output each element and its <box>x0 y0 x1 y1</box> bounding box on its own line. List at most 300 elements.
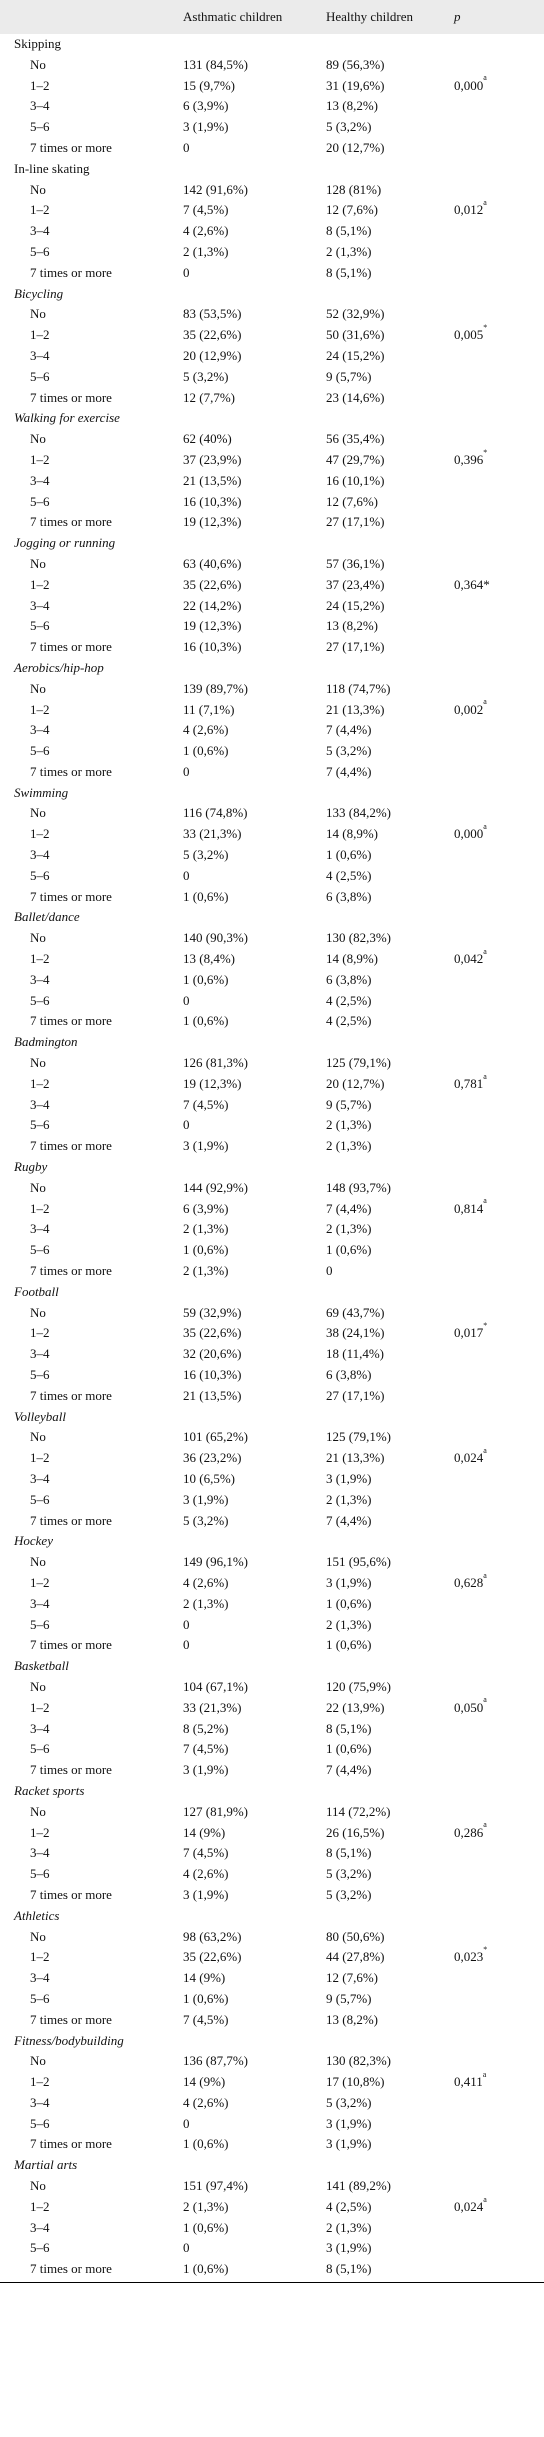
group-header-row <box>0 1157 544 1178</box>
table-row <box>0 1989 544 2010</box>
row-label: 3–4 <box>30 98 50 114</box>
group-name: Walking for exercise <box>14 410 120 426</box>
table-row <box>0 1635 544 1656</box>
asthmatic-cell: 1 (0,6%) <box>183 2136 229 2152</box>
healthy-cell: 118 (74,7%) <box>326 680 391 696</box>
asthmatic-cell: 15 (9,7%) <box>183 77 235 93</box>
group-header-row <box>0 1407 544 1428</box>
table-row <box>0 762 544 783</box>
table-row <box>0 1219 544 1240</box>
healthy-cell: 3 (1,9%) <box>326 1574 372 1590</box>
row-label: 3–4 <box>30 1096 50 1112</box>
healthy-cell: 16 (10,1%) <box>326 472 385 488</box>
row-label: 3–4 <box>30 847 50 863</box>
group-header-row <box>0 159 544 180</box>
header-asthmatic: Asthmatic children <box>183 9 283 24</box>
asthmatic-cell: 14 (9%) <box>183 1824 226 1840</box>
healthy-cell: 120 (75,9%) <box>326 1678 391 1694</box>
asthmatic-cell: 21 (13,5%) <box>183 472 242 488</box>
asthmatic-cell: 16 (10,3%) <box>183 639 242 655</box>
asthmatic-cell: 1 (0,6%) <box>183 888 229 904</box>
asthmatic-cell: 13 (8,4%) <box>183 951 235 967</box>
healthy-cell: 3 (1,9%) <box>326 2136 372 2152</box>
row-label: 1–2 <box>30 77 50 93</box>
group-name: Basketball <box>14 1658 69 1674</box>
table-row <box>0 845 544 866</box>
table-row <box>0 180 544 201</box>
healthy-cell: 148 (93,7%) <box>326 1179 391 1195</box>
healthy-cell: 128 (81%) <box>326 181 382 197</box>
p-value <box>454 575 490 596</box>
asthmatic-cell: 5 (3,2%) <box>183 1512 229 1528</box>
table-row <box>0 1615 544 1636</box>
table-row <box>0 1570 544 1594</box>
row-label: 7 times or more <box>30 139 112 155</box>
healthy-cell: 2 (1,3%) <box>326 1221 372 1237</box>
table-row <box>0 821 544 845</box>
row-label: 3–4 <box>30 1720 50 1736</box>
p-value-footnote-mark: a <box>483 1071 487 1081</box>
row-label: No <box>30 56 46 72</box>
asthmatic-cell: 0 <box>183 1616 190 1632</box>
asthmatic-cell: 4 (2,6%) <box>183 2094 229 2110</box>
row-label: 1–2 <box>30 1949 50 1965</box>
table-row <box>0 447 544 471</box>
healthy-cell: 125 (79,1%) <box>326 1055 391 1071</box>
asthmatic-cell: 0 <box>183 1117 190 1133</box>
p-value-footnote-mark: a <box>483 198 487 208</box>
p-value-text: 0,000 <box>454 77 484 93</box>
asthmatic-cell: 35 (22,6%) <box>183 327 242 343</box>
healthy-cell: 4 (2,5%) <box>326 2198 372 2214</box>
p-value <box>454 1071 487 1095</box>
asthmatic-cell: 7 (4,5%) <box>183 1741 229 1757</box>
asthmatic-cell: 16 (10,3%) <box>183 493 242 509</box>
row-label: 3–4 <box>30 1221 50 1237</box>
healthy-cell: 8 (5,1%) <box>326 1720 372 1736</box>
asthmatic-cell: 19 (12,3%) <box>183 514 242 530</box>
healthy-cell: 13 (8,2%) <box>326 98 378 114</box>
asthmatic-cell: 2 (1,3%) <box>183 1263 229 1279</box>
asthmatic-cell: 7 (4,5%) <box>183 2011 229 2027</box>
table-row <box>0 1115 544 1136</box>
p-value <box>454 447 488 471</box>
row-label: 7 times or more <box>30 639 112 655</box>
table-row <box>0 1820 544 1844</box>
row-label: 7 times or more <box>30 1138 112 1154</box>
group-header-row <box>0 907 544 928</box>
asthmatic-cell: 20 (12,9%) <box>183 347 242 363</box>
asthmatic-cell: 3 (1,9%) <box>183 1138 229 1154</box>
asthmatic-cell: 1 (0,6%) <box>183 1242 229 1258</box>
group-header-row <box>0 1531 544 1552</box>
p-value <box>454 1570 487 1594</box>
healthy-cell: 2 (1,3%) <box>326 2219 372 2235</box>
healthy-cell: 1 (0,6%) <box>326 847 372 863</box>
p-value-footnote-mark: a <box>483 946 487 956</box>
row-label: 1–2 <box>30 701 50 717</box>
row-label: 5–6 <box>30 867 50 883</box>
healthy-cell: 5 (3,2%) <box>326 1886 372 1902</box>
row-label: 1–2 <box>30 951 50 967</box>
asthmatic-cell: 8 (5,2%) <box>183 1720 229 1736</box>
asthmatic-cell: 5 (3,2%) <box>183 847 229 863</box>
p-value-footnote-mark: a <box>483 1820 487 1830</box>
group-name: Jogging or running <box>14 535 116 551</box>
row-label: No <box>30 555 46 571</box>
table-row <box>0 1071 544 1095</box>
p-value-footnote-mark: * <box>483 322 488 332</box>
group-header-row <box>0 1781 544 1802</box>
healthy-cell: 12 (7,6%) <box>326 493 378 509</box>
p-value-text: 0,042 <box>454 951 484 967</box>
asthmatic-cell: 116 (74,8%) <box>183 805 248 821</box>
p-value-footnote-mark: a <box>483 1570 487 1580</box>
group-name: Rugby <box>14 1159 48 1175</box>
row-label: 7 times or more <box>30 763 112 779</box>
healthy-cell: 8 (5,1%) <box>326 2261 372 2277</box>
table-row <box>0 138 544 159</box>
table-row <box>0 2093 544 2114</box>
row-label: 1–2 <box>30 327 50 343</box>
table-row <box>0 928 544 949</box>
healthy-cell: 5 (3,2%) <box>326 743 372 759</box>
healthy-cell: 7 (4,4%) <box>326 722 372 738</box>
p-value <box>454 1323 487 1344</box>
healthy-cell: 2 (1,3%) <box>326 1491 372 1507</box>
p-value <box>454 1944 488 1968</box>
row-label: No <box>30 181 46 197</box>
asthmatic-cell: 2 (1,3%) <box>183 1595 229 1611</box>
table-row <box>0 242 544 263</box>
asthmatic-cell: 1 (0,6%) <box>183 743 229 759</box>
row-label: 5–6 <box>30 743 50 759</box>
healthy-cell: 8 (5,1%) <box>326 264 372 280</box>
healthy-cell: 9 (5,7%) <box>326 1096 372 1112</box>
asthmatic-cell: 62 (40%) <box>183 431 232 447</box>
asthmatic-cell: 104 (67,1%) <box>183 1678 248 1694</box>
p-value <box>454 1196 487 1220</box>
row-label: No <box>30 1803 46 1819</box>
asthmatic-cell: 33 (21,3%) <box>183 826 242 842</box>
healthy-cell: 130 (82,3%) <box>326 2053 391 2069</box>
asthmatic-cell: 11 (7,1%) <box>183 701 235 717</box>
healthy-cell: 27 (17,1%) <box>326 514 385 530</box>
asthmatic-cell: 3 (1,9%) <box>183 1762 229 1778</box>
asthmatic-cell: 101 (65,2%) <box>183 1429 248 1445</box>
asthmatic-cell: 2 (1,3%) <box>183 243 229 259</box>
table-row <box>0 887 544 908</box>
row-label: 5–6 <box>30 1242 50 1258</box>
row-label: 3–4 <box>30 472 50 488</box>
asthmatic-cell: 19 (12,3%) <box>183 618 242 634</box>
healthy-cell: 80 (50,6%) <box>326 1928 385 1944</box>
table-row <box>0 1469 544 1490</box>
asthmatic-cell: 3 (1,9%) <box>183 119 229 135</box>
row-label: 5–6 <box>30 119 50 135</box>
p-value-text: 0,364* <box>454 576 490 592</box>
p-value-text: 0,396 <box>454 451 484 467</box>
healthy-cell: 20 (12,7%) <box>326 1075 385 1091</box>
asthmatic-cell: 0 <box>183 264 190 280</box>
healthy-cell: 4 (2,5%) <box>326 992 372 1008</box>
healthy-cell: 6 (3,8%) <box>326 971 372 987</box>
asthmatic-cell: 151 (97,4%) <box>183 2178 248 2194</box>
healthy-cell: 24 (15,2%) <box>326 347 385 363</box>
healthy-cell: 27 (17,1%) <box>326 1387 385 1403</box>
asthmatic-cell: 0 <box>183 1637 190 1653</box>
row-label: 1–2 <box>30 826 50 842</box>
row-label: 3–4 <box>30 347 50 363</box>
table-row <box>0 367 544 388</box>
asthmatic-cell: 127 (81,9%) <box>183 1803 248 1819</box>
row-label: 5–6 <box>30 243 50 259</box>
table-row <box>0 1323 544 1344</box>
p-value-text: 0,024 <box>454 1450 484 1466</box>
row-label: 1–2 <box>30 2074 50 2090</box>
row-label: 7 times or more <box>30 514 112 530</box>
healthy-cell: 5 (3,2%) <box>326 119 372 135</box>
group-header-row <box>0 34 544 55</box>
p-value-footnote-mark: * <box>483 447 488 457</box>
asthmatic-cell: 59 (32,9%) <box>183 1304 242 1320</box>
healthy-cell: 8 (5,1%) <box>326 1845 372 1861</box>
row-label: 5–6 <box>30 1117 50 1133</box>
healthy-cell: 114 (72,2%) <box>326 1803 391 1819</box>
table-row <box>0 2218 544 2239</box>
healthy-cell: 14 (8,9%) <box>326 951 378 967</box>
asthmatic-cell: 4 (2,6%) <box>183 223 229 239</box>
table-row <box>0 2259 544 2280</box>
table-row <box>0 803 544 824</box>
row-label: 3–4 <box>30 597 50 613</box>
row-label: 7 times or more <box>30 264 112 280</box>
asthmatic-cell: 22 (14,2%) <box>183 597 242 613</box>
row-label: 5–6 <box>30 1741 50 1757</box>
healthy-cell: 21 (13,3%) <box>326 701 385 717</box>
table-row <box>0 1944 544 1968</box>
table-row <box>0 2134 544 2155</box>
row-label: 3–4 <box>30 1970 50 1986</box>
healthy-cell: 18 (11,4%) <box>326 1346 385 1362</box>
group-header-row <box>0 408 544 429</box>
asthmatic-cell: 19 (12,3%) <box>183 1075 242 1091</box>
table-row <box>0 322 544 346</box>
healthy-cell: 125 (79,1%) <box>326 1429 391 1445</box>
healthy-cell: 141 (89,2%) <box>326 2178 391 2194</box>
header-healthy: Healthy children <box>326 9 413 24</box>
asthmatic-cell: 1 (0,6%) <box>183 1013 229 1029</box>
asthmatic-cell: 6 (3,9%) <box>183 1200 229 1216</box>
p-value-text: 0,017 <box>454 1325 484 1341</box>
asthmatic-cell: 2 (1,3%) <box>183 2198 229 2214</box>
p-value <box>454 1820 487 1844</box>
row-label: 5–6 <box>30 368 50 384</box>
row-label: 1–2 <box>30 1450 50 1466</box>
healthy-cell: 4 (2,5%) <box>326 1013 372 1029</box>
row-label: No <box>30 1304 46 1320</box>
asthmatic-cell: 4 (2,6%) <box>183 1574 229 1590</box>
row-label: 7 times or more <box>30 1762 112 1778</box>
table-row <box>0 679 544 700</box>
row-label: 3–4 <box>30 971 50 987</box>
asthmatic-cell: 35 (22,6%) <box>183 1949 242 1965</box>
healthy-cell: 12 (7,6%) <box>326 202 378 218</box>
asthmatic-cell: 16 (10,3%) <box>183 1367 242 1382</box>
p-value-footnote-mark: a <box>483 697 487 707</box>
table-row <box>0 697 544 721</box>
asthmatic-cell: 142 (91,6%) <box>183 181 248 197</box>
asthmatic-cell: 37 (23,9%) <box>183 451 242 467</box>
row-label: No <box>30 2178 46 2194</box>
table-row <box>0 1136 544 1157</box>
asthmatic-cell: 3 (1,9%) <box>183 1886 229 1902</box>
table-row <box>0 1365 544 1386</box>
healthy-cell: 44 (27,8%) <box>326 1949 385 1965</box>
asthmatic-cell: 3 (1,9%) <box>183 1491 229 1507</box>
header-p: p <box>454 9 461 24</box>
row-label: 5–6 <box>30 1367 50 1382</box>
healthy-cell: 89 (56,3%) <box>326 56 385 72</box>
row-label: 1–2 <box>30 2198 50 2214</box>
table-header <box>0 0 544 34</box>
table-row <box>0 1864 544 1885</box>
p-value-footnote-mark: a <box>483 821 487 831</box>
p-value <box>454 73 487 97</box>
asthmatic-cell: 14 (9%) <box>183 1970 226 1986</box>
p-value-text: 0,024 <box>454 2198 484 2214</box>
asthmatic-cell: 149 (96,1%) <box>183 1554 248 1570</box>
table-row <box>0 388 544 409</box>
row-label: 1–2 <box>30 1200 50 1216</box>
p-value-footnote-mark: * <box>483 1321 488 1331</box>
table-row <box>0 2194 544 2218</box>
asthmatic-cell: 1 (0,6%) <box>183 1990 229 2006</box>
asthmatic-cell: 7 (4,5%) <box>183 1845 229 1861</box>
healthy-cell: 26 (16,5%) <box>326 1824 385 1840</box>
asthmatic-cell: 32 (20,6%) <box>183 1346 242 1362</box>
row-label: 7 times or more <box>30 1387 112 1403</box>
group-name: Swimming <box>14 784 69 800</box>
healthy-cell: 56 (35,4%) <box>326 431 385 447</box>
healthy-cell: 20 (12,7%) <box>326 139 385 155</box>
healthy-cell: 1 (0,6%) <box>326 1595 372 1611</box>
p-value-text: 0,286 <box>454 1824 484 1840</box>
row-label: 3–4 <box>30 722 50 738</box>
group-header-row <box>0 658 544 679</box>
healthy-cell: 13 (8,2%) <box>326 2011 378 2027</box>
group-name: Martial arts <box>14 2157 78 2173</box>
p-value-text: 0,000 <box>454 826 484 842</box>
row-label: 7 times or more <box>30 2261 112 2277</box>
asthmatic-cell: 6 (3,9%) <box>183 98 229 114</box>
p-value-text: 0,050 <box>454 1699 484 1715</box>
table-row <box>0 1240 544 1261</box>
row-label: 3–4 <box>30 2219 50 2235</box>
p-value <box>454 2069 487 2093</box>
table-row <box>0 616 544 637</box>
table-row <box>0 1261 544 1282</box>
asthmatic-cell: 0 <box>183 2115 190 2131</box>
healthy-cell: 2 (1,3%) <box>326 1117 372 1133</box>
row-label: 1–2 <box>30 451 50 467</box>
p-value <box>454 1445 487 1469</box>
healthy-cell: 151 (95,6%) <box>326 1554 391 1570</box>
p-value-footnote-mark: a <box>482 2069 487 2079</box>
asthmatic-cell: 5 (3,2%) <box>183 368 229 384</box>
asthmatic-cell: 139 (89,7%) <box>183 680 248 696</box>
healthy-cell: 2 (1,3%) <box>326 1616 372 1632</box>
row-label: 1–2 <box>30 1325 50 1341</box>
p-value-footnote-mark: a <box>483 1196 487 1206</box>
healthy-cell: 17 (10,8%) <box>326 2074 385 2090</box>
table-row <box>0 96 544 117</box>
table-row <box>0 637 544 658</box>
table-body <box>0 34 544 2280</box>
row-label: No <box>30 930 46 946</box>
p-value <box>454 200 487 221</box>
p-value-text: 0,023 <box>454 1949 484 1965</box>
p-value-footnote-mark: a <box>483 1445 487 1455</box>
healthy-cell: 7 (4,4%) <box>326 763 372 779</box>
row-label: 3–4 <box>30 223 50 239</box>
row-label: 5–6 <box>30 2240 50 2256</box>
asthmatic-cell: 33 (21,3%) <box>183 1699 242 1715</box>
row-label: 7 times or more <box>30 888 112 904</box>
healthy-cell: 4 (2,5%) <box>326 867 372 883</box>
healthy-cell: 2 (1,3%) <box>326 243 372 259</box>
p-value-text: 0,781 <box>454 1075 484 1091</box>
healthy-cell: 50 (31,6%) <box>326 327 385 343</box>
asthmatic-cell: 4 (2,6%) <box>183 722 229 738</box>
healthy-cell: 52 (32,9%) <box>326 306 385 322</box>
row-label: 5–6 <box>30 2115 50 2131</box>
table-row <box>0 492 544 513</box>
row-label: 1–2 <box>30 202 50 218</box>
row-label: 1–2 <box>30 1824 50 1840</box>
healthy-cell: 1 (0,6%) <box>326 1741 372 1757</box>
healthy-cell: 38 (24,1%) <box>326 1325 385 1341</box>
asthmatic-cell: 1 (0,6%) <box>183 2261 229 2277</box>
row-label: 3–4 <box>30 1346 50 1362</box>
table-row <box>0 720 544 741</box>
p-value-text: 0,002 <box>454 701 484 717</box>
asthmatic-cell: 0 <box>183 992 190 1008</box>
healthy-cell: 9 (5,7%) <box>326 1990 372 2006</box>
asthmatic-cell: 136 (87,7%) <box>183 2053 248 2069</box>
asthmatic-cell: 21 (13,5%) <box>183 1387 242 1403</box>
healthy-cell: 13 (8,2%) <box>326 618 378 634</box>
table-row <box>0 1968 544 1989</box>
group-name: Bicycling <box>14 285 64 301</box>
table-row <box>0 970 544 991</box>
row-label: 1–2 <box>30 1699 50 1715</box>
p-value-footnote-mark: a <box>483 73 487 83</box>
asthmatic-cell: 1 (0,6%) <box>183 971 229 987</box>
healthy-cell: 9 (5,7%) <box>326 368 372 384</box>
healthy-cell: 14 (8,9%) <box>326 826 378 842</box>
asthmatic-cell: 1 (0,6%) <box>183 2219 229 2235</box>
row-label: No <box>30 805 46 821</box>
row-label: 5–6 <box>30 1990 50 2006</box>
asthmatic-cell: 131 (84,5%) <box>183 56 248 72</box>
p-value <box>454 1695 487 1719</box>
row-label: 5–6 <box>30 992 50 1008</box>
healthy-cell: 6 (3,8%) <box>326 888 372 904</box>
healthy-cell: 21 (13,3%) <box>326 1450 385 1466</box>
table-row <box>0 117 544 138</box>
table-row <box>0 1511 544 1532</box>
